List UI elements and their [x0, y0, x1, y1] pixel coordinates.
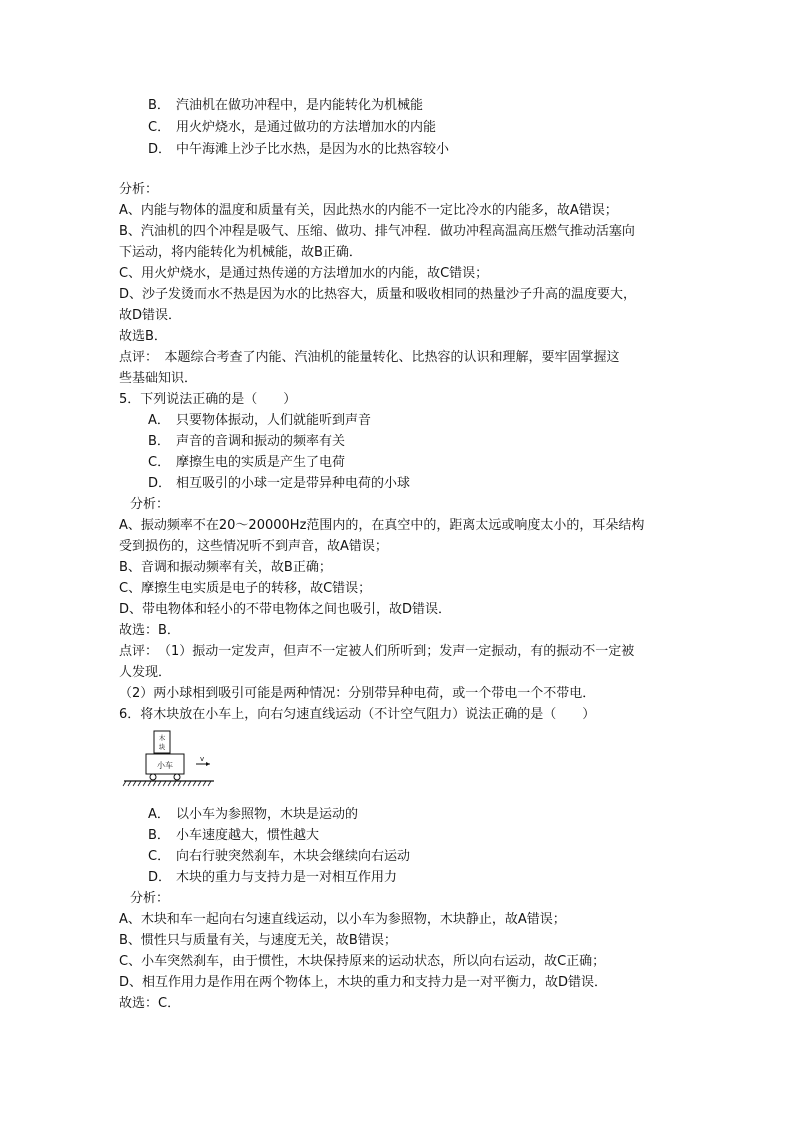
- option-letter: D．: [148, 142, 172, 157]
- option-letter: B．: [148, 828, 170, 843]
- option-letter: A．: [148, 413, 170, 428]
- q5-comment: （2）两小球相到吸引可能是两种情况：分别带异种电荷，或一个带电一个不带电．: [119, 686, 596, 701]
- q5-answer: 故选：B．: [119, 623, 180, 638]
- q5-analysis-line: 受到损伤的，这些情况听不到声音，故A错误；: [119, 539, 388, 554]
- q4-analysis-line: A、内能与物体的温度和质量有关，因此热水的内能不一定比冷水的内能多，故A错误；: [119, 203, 618, 218]
- q4-analysis-line: B、汽油机的四个冲程是吸气、压缩、做功、排气冲程．做功冲程高温高压燃气推动活塞向: [119, 224, 635, 239]
- q5-option-a: [148, 413, 371, 429]
- ground-hatching: [123, 781, 211, 786]
- cart-label: 小车: [157, 761, 173, 770]
- q6-stem: 6．将木块放在小车上，向右匀速直线运动（不计空气阻力）说法正确的是（ ）: [119, 707, 596, 722]
- q6-analysis-line: A、木块和车一起向右匀速直线运动，以小车为参照物，木块静止，故A错误；: [119, 912, 566, 927]
- q4-answer: 故选B．: [119, 329, 167, 344]
- option-letter: B．: [148, 434, 170, 449]
- velocity-arrowhead: [206, 762, 210, 766]
- q6-answer: 故选：C．: [119, 996, 181, 1011]
- q4-analysis-label: 分析：: [119, 182, 159, 197]
- option-text: 汽油机在做功冲程中，是内能转化为机械能: [176, 98, 424, 113]
- q5-option-b: [148, 434, 345, 450]
- q4-analysis-line: 故D错误．: [119, 308, 182, 323]
- option-text: 中午海滩上沙子比水热，是因为水的比热容较小: [176, 142, 450, 157]
- q6-option-a: [148, 807, 358, 823]
- q4-analysis-line: C、用火炉烧水，是通过热传递的方法增加水的内能，故C错误；: [119, 266, 489, 281]
- cart-wheel-left: [150, 774, 156, 780]
- q5-analysis-line: B、音调和振动频率有关，故B正确；: [119, 560, 332, 575]
- option-text: 小车速度越大，惯性越大: [176, 828, 320, 843]
- velocity-label: v: [200, 755, 205, 763]
- option-text: 木块的重力与支持力是一对相互作用力: [176, 870, 398, 885]
- q5-comment: 点评： （1）振动一定发声，但声不一定被人们所听到；发声一定振动，有的振动不一定被: [119, 644, 635, 659]
- option-letter: B．: [148, 98, 170, 113]
- option-text: 相互吸引的小球一定是带异种电荷的小球: [176, 476, 411, 491]
- option-text: 用火炉烧水，是通过做功的方法增加水的内能: [176, 120, 437, 135]
- q5-option-c: [148, 455, 345, 471]
- option-letter: C．: [148, 455, 171, 470]
- q4-option-d: [148, 142, 449, 158]
- option-text: 声音的音调和振动的频率有关: [176, 434, 346, 449]
- q6-analysis-line: B、惯性只与质量有关，与速度无关，故B错误；: [119, 933, 397, 948]
- q6-analysis-label: 分析：: [130, 891, 170, 906]
- q5-analysis-label: 分析：: [130, 497, 170, 512]
- block-label-1: 木: [158, 734, 166, 742]
- q4-comment: 点评： 本题综合考查了内能、汽油机的能量转化、比热容的认识和理解，要牢固掌握这: [119, 350, 620, 365]
- cart-block-figure: [120, 728, 216, 792]
- option-text: 以小车为参照物，木块是运动的: [176, 807, 359, 822]
- q6-analysis-line: D、相互作用力是作用在两个物体上，木块的重力和支持力是一对平衡力，故D错误．: [119, 975, 608, 990]
- option-letter: C．: [148, 120, 171, 135]
- option-letter: D．: [148, 476, 172, 491]
- q6-option-d: [148, 870, 397, 886]
- cart-wheel-right: [174, 774, 180, 780]
- q4-option-c: [148, 120, 436, 136]
- option-text: 只要物体振动，人们就能听到声音: [176, 413, 372, 428]
- option-letter: C．: [148, 849, 171, 864]
- q5-stem: 5．下列说法正确的是（ ）: [119, 392, 297, 407]
- q5-analysis-line: D、带电物体和轻小的不带电物体之间也吸引，故D错误．: [119, 602, 452, 617]
- option-letter: A．: [148, 807, 170, 822]
- option-text: 向右行驶突然刹车，木块会继续向右运动: [176, 849, 411, 864]
- q5-option-d: [148, 476, 410, 492]
- block-label-2: 块: [158, 743, 166, 751]
- q5-comment: 人发现．: [119, 665, 172, 680]
- q5-analysis-line: C、摩擦生电实质是电子的转移，故C错误；: [119, 581, 372, 596]
- q4-option-b: [148, 98, 423, 114]
- q5-analysis-line: A、振动频率不在20～20000Hz范围内的，在真空中的，距离太远或响度太小的，耳朵结构: [119, 518, 645, 533]
- option-letter: D．: [148, 870, 172, 885]
- q4-analysis-line: D、沙子发烫而水不热是因为水的比热容大，质量和吸收相同的热量沙子升高的温度要大，: [119, 287, 637, 302]
- q4-analysis-line: 下运动，将内能转化为机械能，故B正确．: [119, 245, 362, 260]
- q4-comment: 些基础知识．: [119, 371, 198, 386]
- q6-analysis-line: C、小车突然刹车，由于惯性，木块保持原来的运动状态，所以向右运动，故C正确；: [119, 954, 606, 969]
- q6-option-b: [148, 828, 319, 844]
- q6-option-c: [148, 849, 410, 865]
- option-text: 摩擦生电的实质是产生了电荷: [176, 455, 346, 470]
